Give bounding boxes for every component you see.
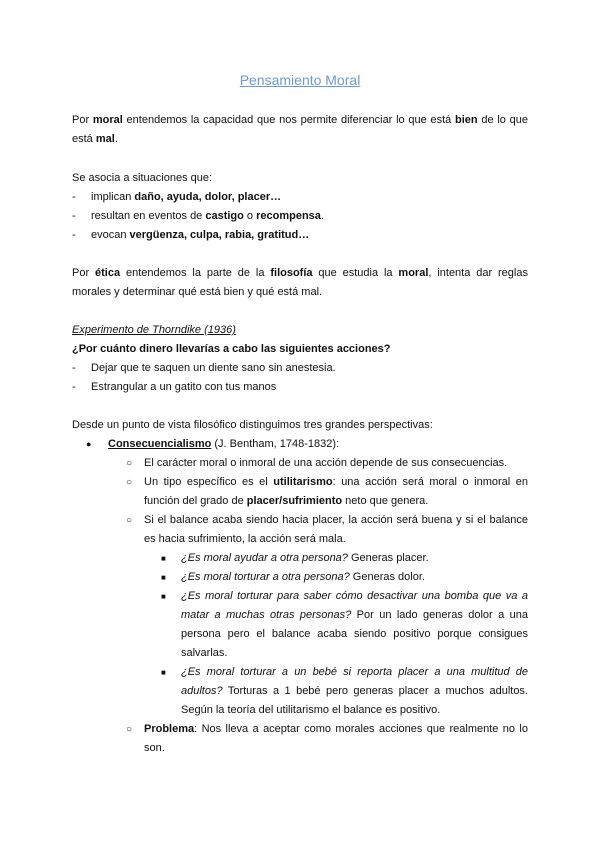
section-heading: Se asocia a situaciones que: [72, 172, 213, 184]
text: Por [72, 114, 93, 126]
example-item: ■ ¿Es moral torturar a otra persona? Generas dolor. [161, 571, 425, 583]
etica-paragraph: Por ética entendemos la parte de la filosofía que estudia la moral, intenta dar reglas morales y determinar qué está bien y qué está mal. [72, 267, 528, 298]
text: entendemos la capacidad que nos permite diferenciar lo que está [122, 114, 455, 126]
experimento-section [72, 321, 528, 397]
list-item: - resultan en eventos de castigo o recompensa. [72, 207, 528, 226]
example-item: ■ ¿Es moral torturar a un bebé si reporta placer a una multitud de adultos? Torturas a 1 bebé pero generas placer a muchos adultos. Según la teoría del utilitarismo el balance es positivo. [161, 666, 528, 716]
text: de lo que está [72, 114, 528, 145]
bullet-consecuencialismo: ● Consecuencialismo (J. Bentham, 1748-1832): [72, 435, 528, 454]
problema-item: ○ Problema: Nos lleva a aceptar como morales acciones que realmente no lo son. [126, 723, 528, 754]
experiment-question: ¿Por cuánto dinero llevarías a cabo las siguientes acciones? [72, 343, 391, 355]
section-intro: Desde un punto de vista filosófico distinguimos tres grandes perspectivas: [72, 419, 433, 431]
bullet-marker: ● [86, 439, 92, 449]
example-item: ■ ¿Es moral ayudar a otra persona? Generas placer. [161, 552, 429, 564]
list-item: - evocan vergüenza, culpa, rabia, gratitud… [72, 226, 528, 245]
sub-item: ○ Si el balance acaba siendo hacia placer, la acción será buena y si el balance es hacia sufrimiento, la acción será mala. [126, 514, 528, 545]
bold-term: moral [92, 114, 123, 126]
bold-term: mal [95, 133, 115, 145]
bold-term: bien [455, 114, 478, 126]
list-item: - Dejar que te saquen un diente sano sin anestesia. [72, 359, 528, 378]
intro-paragraph [72, 111, 528, 149]
example-item: ■ ¿Es moral torturar para saber cómo desactivar una bomba que va a matar a muchas otras personas? Por un lado generas dolor a una persona pero el balance acaba siendo positivo porque consigues salvarlas. [161, 590, 528, 659]
text: . [114, 133, 118, 145]
page-title: Pensamiento Moral [239, 72, 361, 88]
situaciones-section [72, 169, 528, 245]
list-item: - implican daño, ayuda, dolor, placer… [72, 188, 528, 207]
perspectivas-section [72, 416, 528, 758]
sub-item: ○ Un tipo específico es el utilitarismo: una acción será moral o inmoral en función del grado de placer/sufrimiento neto que genera. [126, 476, 528, 507]
experiment-title: Experimento de Thorndike (1936) [72, 324, 236, 336]
sub-item: ○ El carácter moral o inmoral de una acción depende de sus consecuencias. [126, 457, 508, 469]
list-item: - Estrangular a un gatito con tus manos [72, 378, 528, 397]
